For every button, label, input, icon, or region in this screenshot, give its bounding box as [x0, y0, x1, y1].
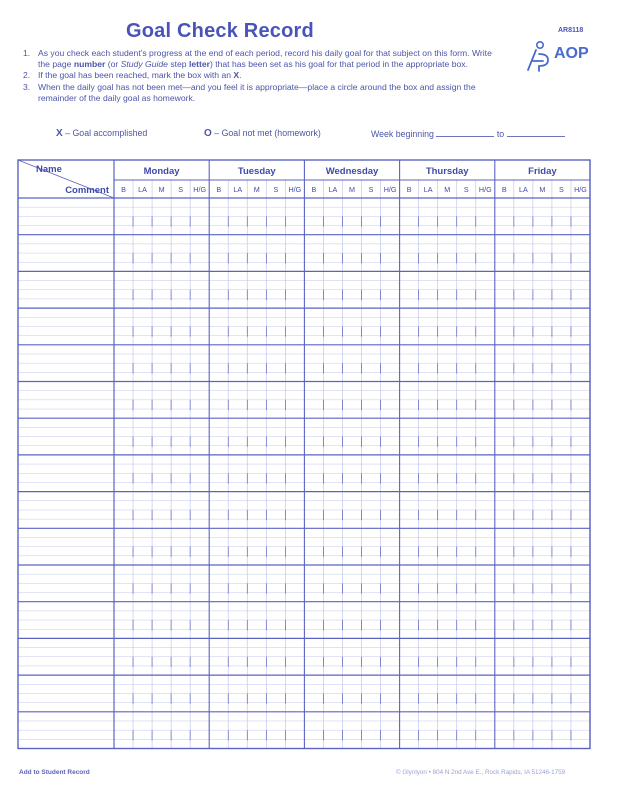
subject-label: S	[559, 185, 564, 194]
week-beginning-label: Week beginning	[371, 129, 434, 139]
instruction-text: step	[167, 59, 189, 70]
instruction-text: If the goal has been reached, mark the box with an	[38, 70, 234, 81]
subject-label: H/G	[574, 185, 587, 194]
subject-label: B	[216, 185, 222, 194]
subject-label: B	[121, 185, 126, 194]
instruction-text: letter	[188, 59, 210, 70]
subject-label: M	[349, 185, 355, 194]
subject-label: B	[406, 185, 412, 194]
student-row[interactable]	[18, 565, 590, 602]
student-row[interactable]	[18, 235, 590, 272]
subject-label: H/G	[383, 185, 397, 194]
subject-label: S	[368, 185, 374, 194]
day-header-wednesday: Wednesday	[325, 166, 379, 177]
instruction-number: 3.	[23, 81, 31, 92]
subject-label: S	[463, 185, 469, 194]
name-header: Name	[36, 164, 62, 175]
week-to-label: to	[496, 129, 505, 139]
instruction-text: As you check each student's progress at the end of each period, record his daily goal for that subject on this form. Write the page	[38, 48, 492, 70]
instruction-text: ) that has been set as his goal for that period in the appropriate box.	[209, 59, 468, 70]
x-mark: X	[56, 128, 63, 139]
subject-label: LA	[233, 185, 243, 194]
instruction-text: (or	[105, 59, 121, 70]
student-row[interactable]	[18, 382, 590, 419]
subject-label: M	[539, 185, 546, 194]
subject-label: S	[273, 185, 279, 194]
instruction-text: When the daily goal has not been met—and you feel it is appropriate—place a circle around the box and assign the remainder of the daily goal as homework.	[38, 81, 476, 103]
subject-label: LA	[518, 185, 528, 194]
subject-label: M	[253, 185, 260, 194]
subject-label: B	[311, 185, 317, 194]
student-row[interactable]	[18, 418, 590, 455]
student-row[interactable]	[18, 455, 590, 492]
subject-label: LA	[423, 185, 433, 194]
instruction-number: 1.	[23, 48, 31, 58]
logo-text: AOP	[554, 45, 589, 62]
student-row[interactable]	[18, 308, 590, 345]
o-mark: O	[204, 128, 212, 139]
student-row[interactable]	[18, 712, 590, 749]
student-row[interactable]	[18, 492, 590, 529]
student-row[interactable]	[18, 602, 590, 639]
student-row[interactable]	[18, 638, 590, 675]
instruction-text: X	[233, 70, 240, 81]
subject-label: H/G	[288, 185, 302, 194]
subject-label: M	[158, 185, 165, 194]
subject-label: LA	[328, 185, 338, 194]
form-code: AR8118	[558, 27, 584, 34]
day-header-monday: Monday	[143, 166, 180, 177]
student-row[interactable]	[18, 675, 590, 712]
footer-right: © Glynlyon • 804 N 2nd Ave E., Rock Rapids, IA 51246-1759	[396, 769, 566, 776]
instruction-text: number	[73, 59, 106, 70]
subject-label: M	[444, 185, 451, 194]
day-header-thursday: Thursday	[425, 166, 469, 177]
student-row[interactable]	[18, 528, 590, 565]
subject-label: H/G	[193, 185, 207, 194]
student-row[interactable]	[18, 345, 590, 382]
page-title: Goal Check Record	[126, 20, 314, 42]
x-label: – Goal accomplished	[65, 128, 148, 138]
subject-label: B	[501, 185, 507, 194]
student-row[interactable]	[18, 271, 590, 308]
o-label: – Goal not met (homework)	[214, 128, 321, 138]
comment-header: Comment	[65, 185, 109, 196]
instruction-number: 2.	[23, 70, 31, 81]
subject-label: LA	[138, 185, 147, 194]
student-row[interactable]	[18, 198, 590, 235]
footer-left: Add to Student Record	[19, 769, 90, 776]
subject-label: H/G	[478, 185, 492, 194]
subject-label: S	[178, 185, 184, 194]
instruction-text: .	[239, 70, 242, 81]
day-header-friday: Friday	[528, 166, 557, 177]
instruction-text: Study Guide	[120, 59, 168, 70]
day-header-tuesday: Tuesday	[237, 166, 276, 177]
